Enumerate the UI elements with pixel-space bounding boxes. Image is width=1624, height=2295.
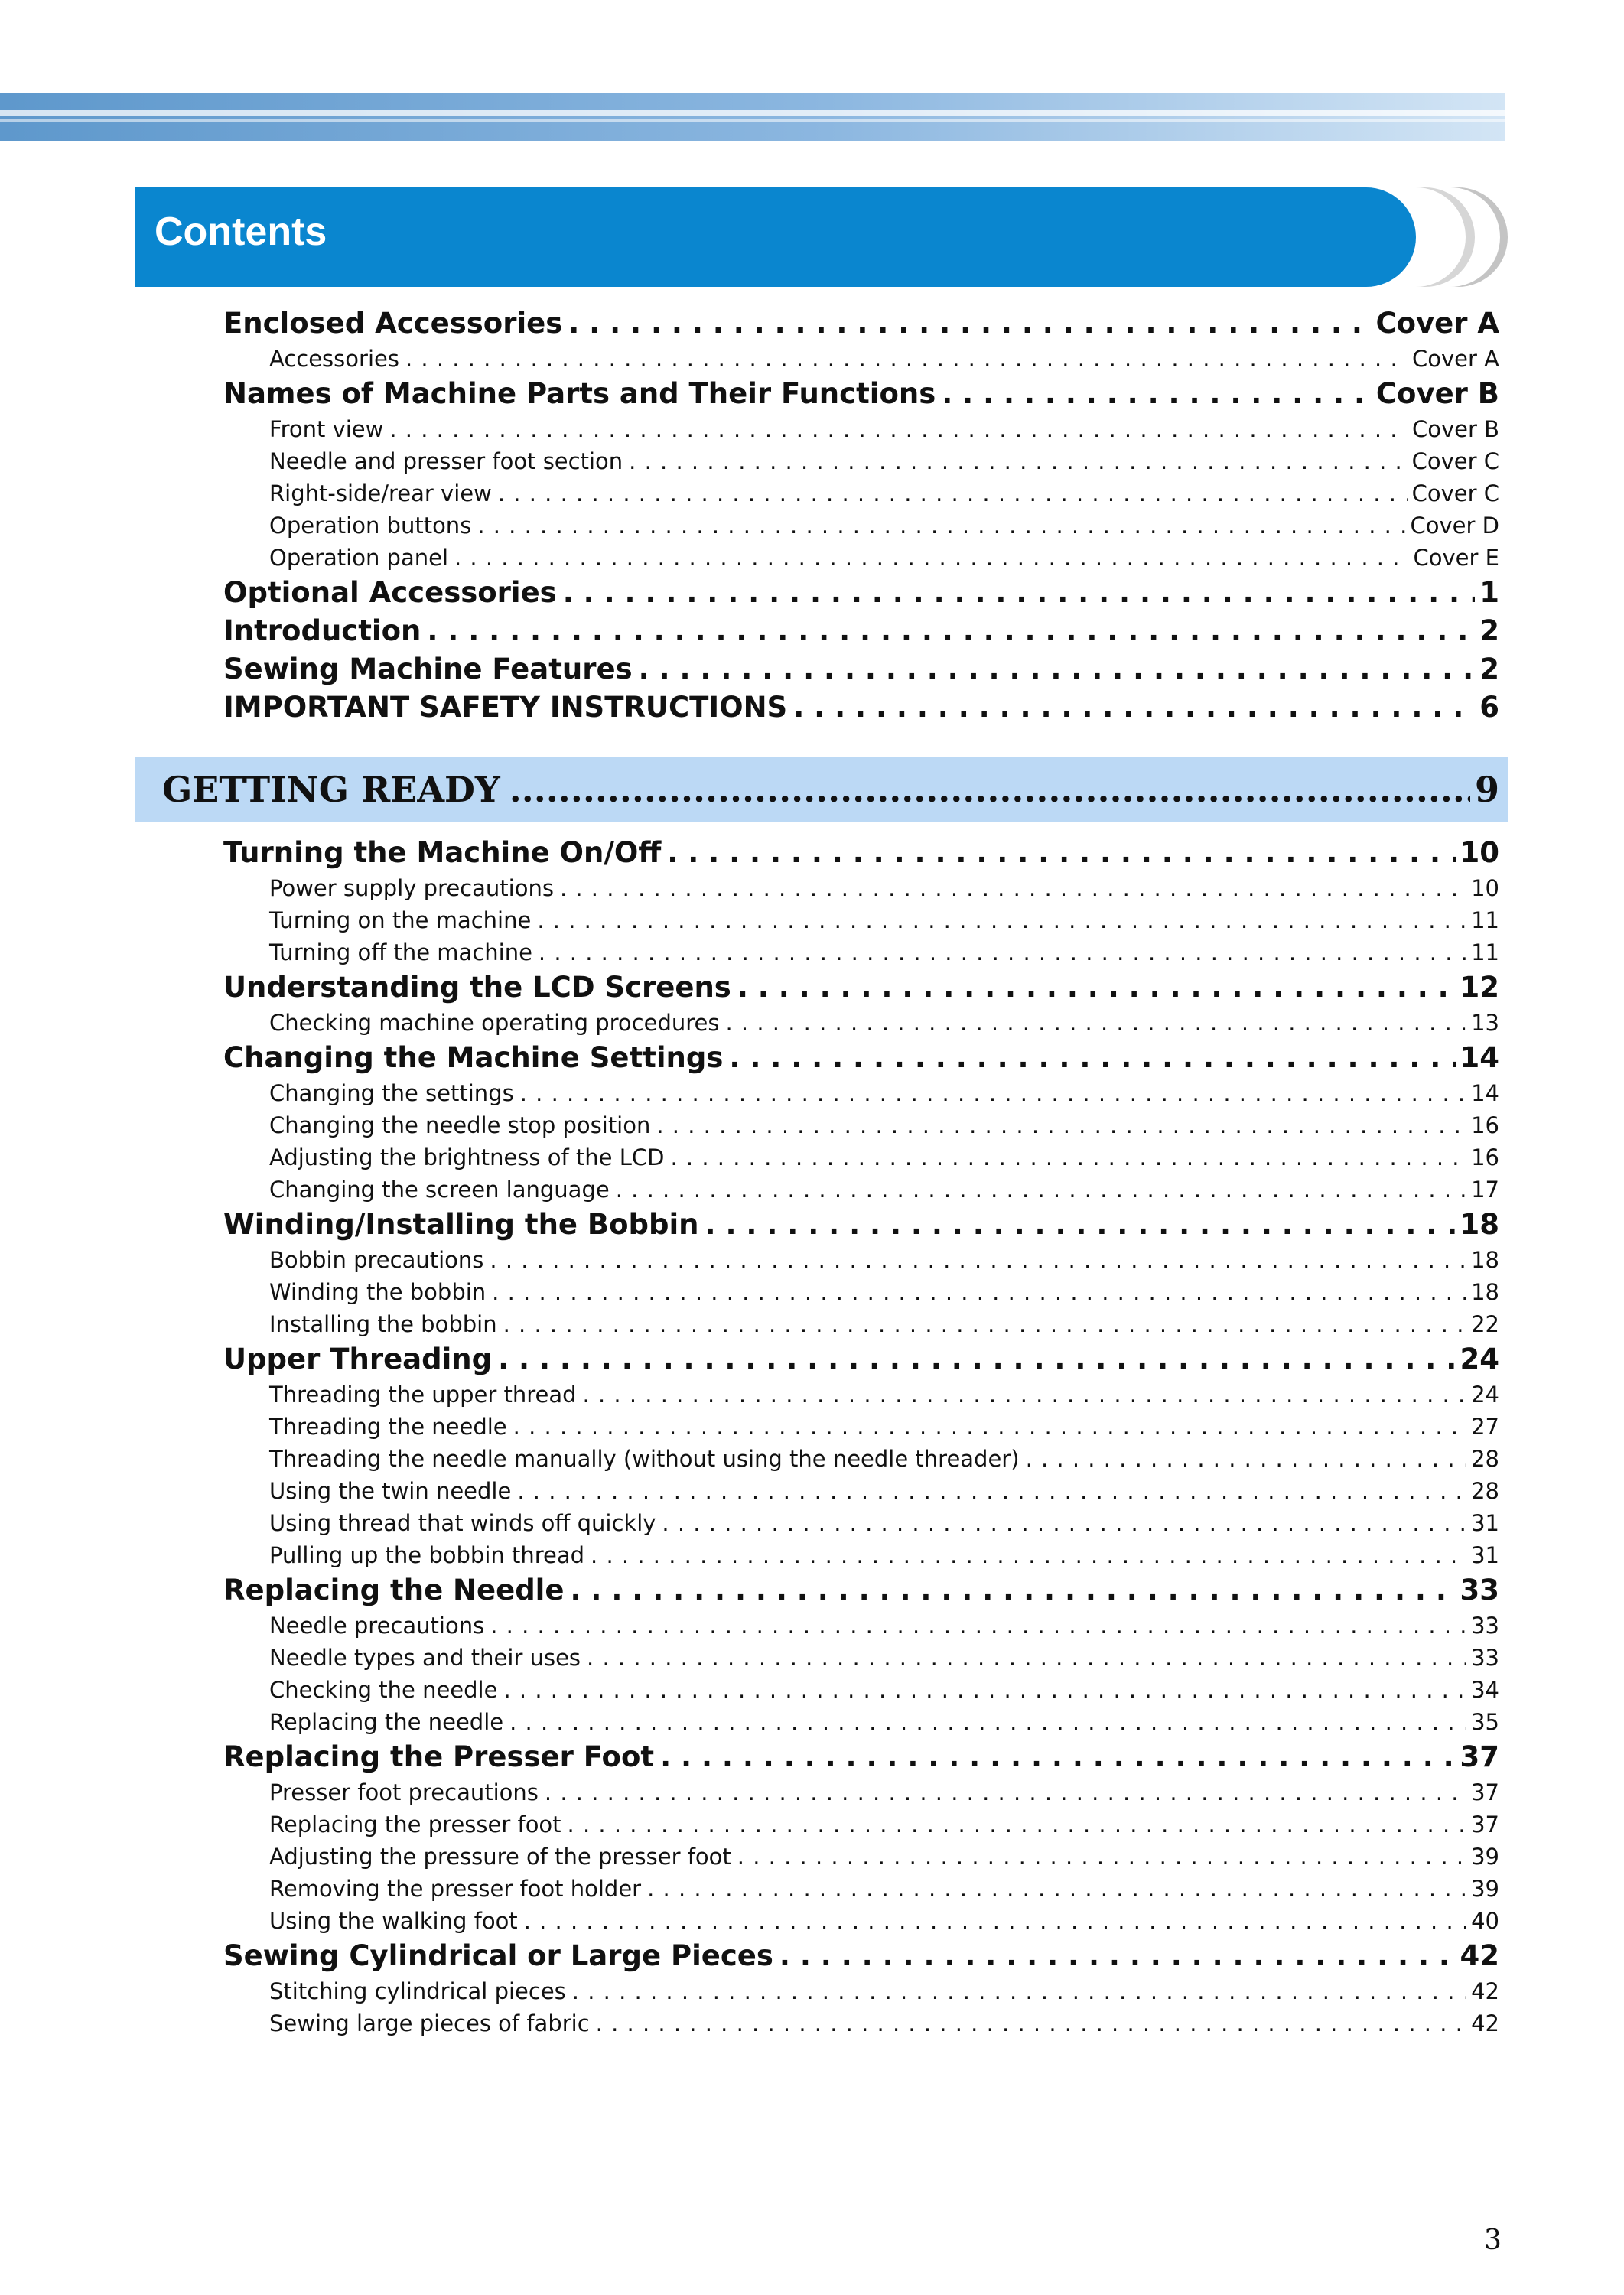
entry-label: Operation buttons (269, 513, 472, 539)
dot-leader (503, 1674, 1466, 1706)
entry-page: 39 (1471, 1876, 1499, 1902)
entry-label: Threading the needle manually (without using the needle threader) (269, 1446, 1020, 1472)
toc-subentry[interactable] (269, 1841, 1499, 1873)
toc-subentry[interactable] (269, 1308, 1499, 1340)
entry-page: Cover B (1411, 416, 1499, 442)
entry-label: Sewing Machine Features (223, 653, 633, 685)
entry-label: Pulling up the bobbin thread (269, 1542, 585, 1568)
dot-leader (583, 1379, 1467, 1411)
entry-page: 39 (1471, 1844, 1499, 1870)
dot-leader (524, 1905, 1466, 1937)
entry-label: Turning the Machine On/Off (223, 836, 662, 869)
dot-leader (779, 1937, 1456, 1975)
dot-leader (427, 612, 1475, 650)
dot-leader (587, 1642, 1466, 1674)
toc-subentry[interactable] (269, 1873, 1499, 1905)
toc-subentry[interactable] (269, 1007, 1499, 1039)
section-title: GETTING READY (162, 769, 500, 810)
dot-leader (660, 1738, 1455, 1776)
dot-leader (662, 1507, 1466, 1539)
entry-page: 14 (1460, 1041, 1499, 1074)
entry-page: 2 (1479, 653, 1499, 685)
dot-leader (729, 1039, 1455, 1077)
entry-page: 11 (1471, 939, 1499, 965)
dot-leader (942, 375, 1372, 413)
toc-subentry[interactable] (269, 509, 1499, 542)
entry-page: 42 (1460, 1939, 1499, 1972)
dot-leader (670, 1141, 1466, 1174)
toc-subentry[interactable] (269, 1077, 1499, 1109)
entry-page: 22 (1471, 1311, 1499, 1337)
entry-page: 11 (1471, 907, 1499, 933)
entry-label: Needle types and their uses (269, 1645, 581, 1671)
dot-leader (477, 509, 1405, 542)
dot-leader (656, 1109, 1466, 1141)
toc-subentry[interactable] (269, 1141, 1499, 1174)
entry-page: 31 (1471, 1510, 1499, 1536)
dot-leader (560, 872, 1466, 904)
dot-leader (517, 1475, 1466, 1507)
dot-leader (563, 574, 1476, 612)
toc-heading-entry[interactable] (223, 375, 1499, 413)
dot-leader (1026, 1443, 1467, 1475)
entry-page: Cover A (1375, 307, 1499, 340)
entry-page: 18 (1471, 1279, 1499, 1305)
dot-leader (793, 688, 1475, 727)
toc-subentry[interactable] (269, 542, 1499, 574)
entry-label: Using thread that winds off quickly (269, 1510, 656, 1536)
dot-leader (667, 834, 1455, 872)
toc-heading-entry[interactable] (223, 304, 1499, 343)
entry-label: Adjusting the brightness of the LCD (269, 1144, 665, 1170)
toc-subentry[interactable] (269, 1808, 1499, 1841)
entry-label: Threading the needle (269, 1414, 507, 1440)
dot-leader (616, 1174, 1466, 1206)
dot-leader (737, 968, 1456, 1007)
entry-label: Bobbin precautions (269, 1247, 484, 1273)
toc-heading-entry[interactable] (223, 968, 1499, 1007)
section-page: 9 (1474, 769, 1499, 810)
entry-page: 42 (1471, 2010, 1499, 2036)
entry-label: Checking machine operating procedures (269, 1010, 720, 1036)
entry-page: Cover B (1375, 377, 1499, 410)
dot-leader (568, 304, 1371, 343)
entry-label: Understanding the LCD Screens (223, 971, 731, 1004)
toc-subentry[interactable] (269, 1276, 1499, 1308)
entry-label: Replacing the Needle (223, 1574, 565, 1606)
dot-leader (520, 1077, 1466, 1109)
dot-leader (537, 904, 1466, 936)
dot-leader (647, 1873, 1466, 1905)
dot-leader (568, 1808, 1467, 1841)
page-number: 3 (1484, 2225, 1502, 2256)
dot-leader (389, 413, 1408, 445)
entry-label: Adjusting the pressure of the presser foot (269, 1844, 731, 1870)
entry-page: 13 (1471, 1010, 1499, 1036)
entry-page: Cover C (1411, 480, 1499, 506)
toc-heading-entry[interactable] (223, 1340, 1499, 1379)
toc-subentry[interactable] (269, 1776, 1499, 1808)
toc-subentry[interactable] (269, 2007, 1499, 2039)
entry-page: 24 (1460, 1343, 1499, 1375)
entry-page: 10 (1460, 836, 1499, 869)
entry-page: 27 (1471, 1414, 1499, 1440)
entry-label: Winding the bobbin (269, 1279, 487, 1305)
toc-subentry[interactable] (269, 413, 1499, 445)
toc-subentry[interactable] (269, 1674, 1499, 1706)
toc-heading-entry[interactable] (223, 1206, 1499, 1244)
toc-subentry[interactable] (269, 1610, 1499, 1642)
entry-label: IMPORTANT SAFETY INSTRUCTIONS (223, 691, 788, 724)
entry-page: 28 (1471, 1446, 1499, 1472)
dot-leader (705, 1206, 1456, 1244)
entry-label: Sewing Cylindrical or Large Pieces (223, 1939, 773, 1972)
dot-leader (539, 936, 1466, 968)
dot-leader (596, 2007, 1466, 2039)
entry-label: Needle precautions (269, 1613, 485, 1639)
entry-page: 33 (1460, 1574, 1499, 1606)
entry-label: Presser foot precautions (269, 1779, 539, 1805)
toc-subentry[interactable] (269, 1539, 1499, 1571)
entry-label: Enclosed Accessories (223, 307, 563, 340)
toc-subentry[interactable] (269, 343, 1499, 375)
toc-subentry[interactable] (269, 1475, 1499, 1507)
toc-subentry[interactable] (269, 1109, 1499, 1141)
entry-label: Changing the settings (269, 1080, 514, 1106)
toc-subentry[interactable] (269, 936, 1499, 968)
entry-label: Removing the presser foot holder (269, 1876, 642, 1902)
entry-label: Turning off the machine (269, 939, 532, 965)
dot-leader (639, 650, 1476, 688)
dot-leader (513, 1411, 1466, 1443)
toc-heading-entry[interactable] (223, 574, 1499, 612)
entry-label: Optional Accessories (223, 576, 557, 609)
entry-page: 31 (1471, 1542, 1499, 1568)
dot-leader (725, 1007, 1466, 1039)
entry-label: Sewing large pieces of fabric (269, 2010, 590, 2036)
entry-page: 42 (1471, 1978, 1499, 2004)
entry-label: Checking the needle (269, 1677, 498, 1703)
toc-heading-entry[interactable] (223, 1571, 1499, 1610)
dot-leader (498, 1340, 1455, 1379)
entry-page: 33 (1471, 1645, 1499, 1671)
entry-page: Cover E (1413, 545, 1499, 571)
entry-label: Power supply precautions (269, 875, 554, 901)
entry-page: 12 (1460, 971, 1499, 1004)
entry-label: Threading the upper thread (269, 1382, 577, 1408)
toc-heading-entry[interactable] (223, 612, 1499, 650)
entry-page: 35 (1471, 1709, 1499, 1735)
toc-heading-entry[interactable] (223, 650, 1499, 688)
toc-subentry[interactable] (269, 1905, 1499, 1937)
entry-page: 1 (1479, 576, 1499, 609)
entry-page: 14 (1471, 1080, 1499, 1106)
entry-page: 18 (1460, 1208, 1499, 1241)
dot-leader (570, 1571, 1455, 1610)
toc-subentry[interactable] (269, 1174, 1499, 1206)
entry-label: Installing the bobbin (269, 1311, 497, 1337)
entry-page: 2 (1479, 614, 1499, 647)
entry-page: 16 (1471, 1112, 1499, 1138)
dot-leader (490, 1244, 1466, 1276)
entry-label: Changing the screen language (269, 1177, 610, 1203)
dot-leader (405, 343, 1408, 375)
entry-label: Names of Machine Parts and Their Functions (223, 377, 936, 410)
dot-leader (591, 1539, 1466, 1571)
entry-label: Winding/Installing the Bobbin (223, 1208, 699, 1241)
entry-page: 16 (1471, 1144, 1499, 1170)
dot-leader (572, 1975, 1466, 2007)
entry-label: Front view (269, 416, 384, 442)
entry-label: Turning on the machine (269, 907, 532, 933)
dot-leader (492, 1276, 1466, 1308)
entry-label: Stitching cylindrical pieces (269, 1978, 566, 2004)
entry-label: Upper Threading (223, 1343, 493, 1375)
entry-label: Introduction (223, 614, 421, 647)
toc-subentry[interactable] (269, 1642, 1499, 1674)
toc-subentry[interactable] (269, 904, 1499, 936)
toc-subentry[interactable] (269, 1443, 1499, 1475)
entry-page: Cover D (1410, 513, 1499, 539)
entry-page: Cover C (1411, 448, 1499, 474)
entry-label: Changing the Machine Settings (223, 1041, 724, 1074)
entry-label: Accessories (269, 346, 399, 372)
page-title: Contents (155, 210, 327, 254)
entry-page: 37 (1471, 1812, 1499, 1838)
entry-label: Right-side/rear view (269, 480, 492, 506)
dot-leader (545, 1776, 1466, 1808)
toc-subentry[interactable] (269, 1379, 1499, 1411)
dot-leader (498, 477, 1408, 509)
toc-subentry[interactable] (269, 1411, 1499, 1443)
entry-label: Replacing the needle (269, 1709, 504, 1735)
entry-label: Using the twin needle (269, 1478, 512, 1504)
toc-subentry[interactable] (269, 445, 1499, 477)
entry-page: 10 (1471, 875, 1499, 901)
toc-subentry[interactable] (269, 1507, 1499, 1539)
dot-leader (509, 1706, 1466, 1738)
dot-leader (737, 1841, 1466, 1873)
toc-subentry[interactable] (269, 872, 1499, 904)
toc-subentry[interactable] (269, 1975, 1499, 2007)
toc-subentry[interactable] (269, 477, 1499, 509)
entry-label: Changing the needle stop position (269, 1112, 651, 1138)
entry-page: 33 (1471, 1613, 1499, 1639)
dot-leader (629, 445, 1407, 477)
dot-leader (503, 1308, 1467, 1340)
dot-leader (490, 1610, 1466, 1642)
entry-label: Operation panel (269, 545, 448, 571)
dot-leader (454, 542, 1409, 574)
entry-label: Replacing the Presser Foot (223, 1740, 655, 1773)
toc-heading-entry[interactable] (223, 1039, 1499, 1077)
toc-heading-entry[interactable] (223, 834, 1499, 872)
entry-page: 37 (1460, 1740, 1499, 1773)
toc-subentry[interactable] (269, 1244, 1499, 1276)
entry-page: 34 (1471, 1677, 1499, 1703)
entry-page: 17 (1471, 1177, 1499, 1203)
entry-label: Using the walking foot (269, 1908, 518, 1934)
toc-heading-entry[interactable] (223, 688, 1499, 727)
entry-page: 6 (1479, 691, 1499, 724)
entry-page: 24 (1471, 1382, 1499, 1408)
entry-page: 40 (1471, 1908, 1499, 1934)
entry-page: Cover A (1412, 346, 1499, 372)
entry-label: Replacing the presser foot (269, 1812, 561, 1838)
entry-page: 28 (1471, 1478, 1499, 1504)
toc-heading-entry[interactable] (223, 1937, 1499, 1975)
entry-page: 37 (1471, 1779, 1499, 1805)
entry-page: 18 (1471, 1247, 1499, 1273)
toc-heading-entry[interactable] (223, 1738, 1499, 1776)
entry-label: Needle and presser foot section (269, 448, 623, 474)
toc-subentry[interactable] (269, 1706, 1499, 1738)
